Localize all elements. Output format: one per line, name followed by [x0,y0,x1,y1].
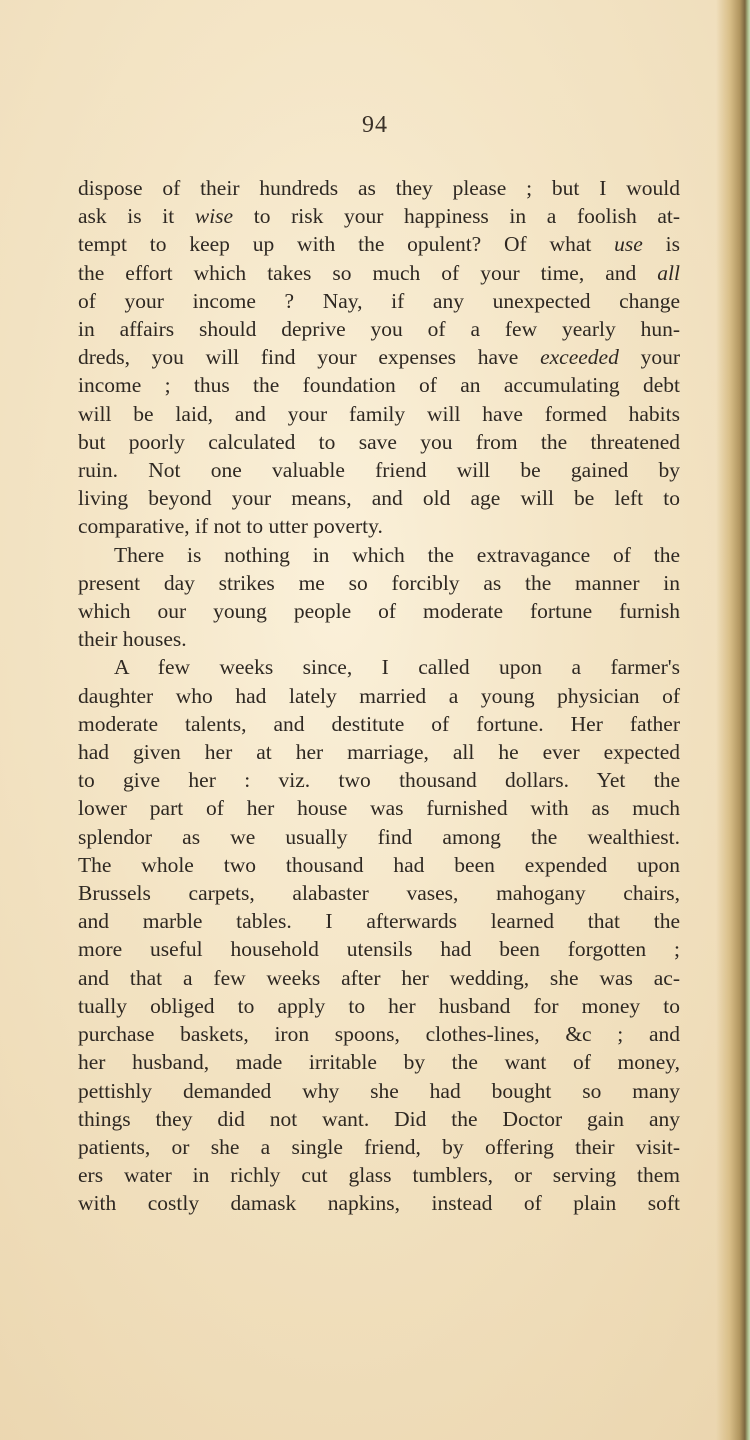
body-text [78,174,680,1218]
text-line [78,230,680,258]
text-run: A few weeks since, I called upon a farmer's [114,655,680,680]
text-run: splendor as we usually find among the wealthiest. [78,824,680,849]
text-line [78,794,680,822]
text-run: pettishly demanded why she had bought so many [78,1078,680,1103]
text-line [78,879,680,907]
text-run: your [618,345,680,370]
text-line [78,202,680,230]
text-line [78,597,680,625]
text-run: ers water in richly cut glass tumblers, or serving them [78,1163,680,1188]
text-line [78,1077,680,1105]
text-run: in affairs should deprive you of a few yearly hun- [78,317,680,342]
text-run: Brussels carpets, alabaster vases, mahogany chairs, [78,881,680,906]
text-line [78,512,680,540]
text-line [78,851,680,879]
text-run: and marble tables. I afterwards learned that the [78,909,680,934]
text-line [78,1048,680,1076]
text-run: to risk your happiness in a foolish at- [233,204,681,229]
text-line [78,371,680,399]
text-line [78,541,680,569]
text-line [78,710,680,738]
text-line [78,766,680,794]
text-line [78,625,680,653]
text-run: her husband, made irritable by the want of money, [78,1050,680,1075]
text-run: present day strikes me so forcibly as the manner in [78,570,680,595]
text-run: living beyond your means, and old age will be left to [78,486,680,511]
text-line [78,259,680,287]
text-run: purchase baskets, iron spoons, clothes-lines, &c ; and [78,1022,680,1047]
text-line [78,682,680,710]
text-run: with costly damask napkins, instead of plain soft [78,1191,680,1216]
text-line [78,569,680,597]
text-line [78,428,680,456]
text-run: ask is it [78,204,195,229]
text-run: tually obliged to apply to her husband for money to [78,993,680,1018]
italic-text-run: wise [194,204,234,229]
text-run: ruin. Not one valuable friend will be gained by [78,458,680,483]
text-line [78,1105,680,1133]
text-run: their houses. [78,627,187,652]
text-line [78,287,680,315]
text-line [78,992,680,1020]
text-run: dispose of their hundreds as they please ; but I would [78,176,680,200]
text-run: and that a few weeks after her wedding, she was ac- [78,965,680,990]
text-run: will be laid, and your family will have formed habits [78,401,680,426]
italic-text-run: all [657,260,680,285]
italic-text-run: use [614,232,643,257]
italic-text-run: exceeded [540,345,619,370]
text-run: more useful household utensils had been forgotten ; [78,937,680,962]
text-line [78,400,680,428]
text-run: which our young people of moderate fortune furnish [78,599,680,624]
text-run: the effort which takes so much of your time, and [78,260,658,285]
text-run: tempt to keep up with the opulent? Of what [78,232,615,257]
text-run: income ; thus the foundation of an accumulating debt [78,373,680,398]
text-line [78,653,680,681]
text-run: moderate talents, and destitute of fortune. Her father [78,711,680,736]
text-line [78,823,680,851]
text-run: dreds, you will find your expenses have [78,345,541,370]
text-run: things they did not want. Did the Doctor gain any [78,1106,680,1131]
text-line [78,1133,680,1161]
text-line [78,1189,680,1217]
text-run: to give her : viz. two thousand dollars. Yet the [78,768,680,793]
text-line [78,174,680,202]
page-edge [716,0,750,1440]
text-line [78,484,680,512]
text-run: is [642,232,680,257]
text-line [78,1161,680,1189]
text-run: but poorly calculated to save you from the threatened [78,429,680,454]
text-line [78,738,680,766]
page-number: 94 [362,112,388,138]
text-line [78,343,680,371]
text-run: There is nothing in which the extravagance of the [114,542,680,567]
text-line [78,964,680,992]
text-line [78,456,680,484]
text-line [78,907,680,935]
text-run: patients, or she a single friend, by offering their visit- [78,1134,680,1159]
text-line [78,1020,680,1048]
text-run: lower part of her house was furnished with as much [78,796,680,821]
text-line [78,935,680,963]
text-run: The whole two thousand had been expended upon [78,852,680,877]
text-run: of your income ? Nay, if any unexpected change [78,288,680,313]
text-line [78,315,680,343]
text-run: daughter who had lately married a young physician of [78,683,680,708]
text-run: comparative, if not to utter poverty. [78,514,383,539]
text-run: had given her at her marriage, all he ever expected [78,740,680,765]
